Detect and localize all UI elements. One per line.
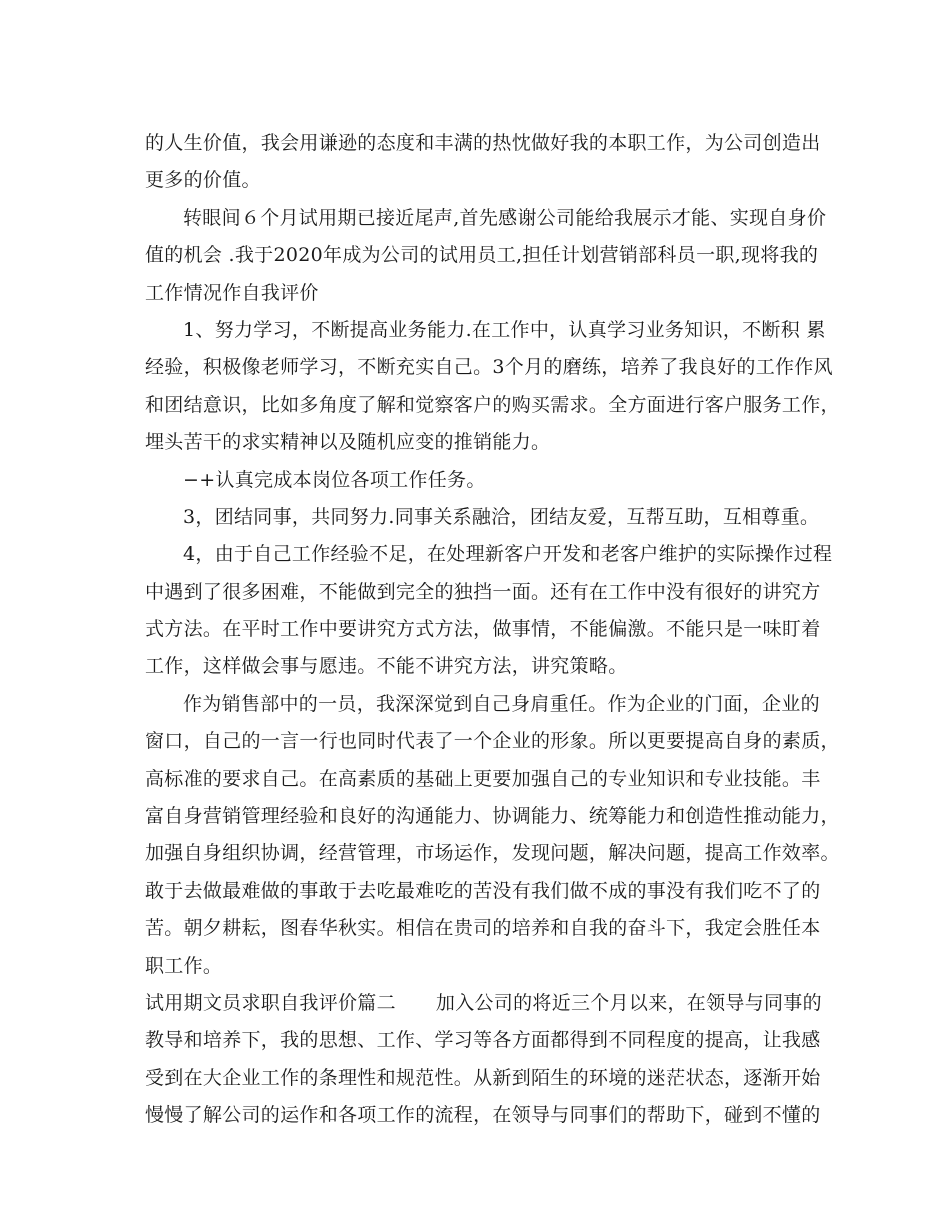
text-line: 高标准的要求自己。在高素质的基础上更要加强自己的专业知识和专业技能。丰: [145, 767, 821, 790]
paragraph-start-line: 作为销售部中的一员，我深深觉到自己身肩重任。作为企业的门面，企业的: [183, 692, 820, 715]
text-line: 工作情况作自我评价: [145, 281, 319, 304]
text-line: 窗口，自己的一言一行也同时代表了一个企业的形象。所以更要提高自身的素质，: [145, 730, 840, 753]
text-line: 受到在大企业工作的条理性和规范性。从新到陌生的环境的迷茫状态，逐渐开始: [145, 1066, 821, 1089]
paragraph-start-line: 3，团结同事，共同努力.同事关系融洽，团结友爱，互帮互助，互相尊重。: [183, 505, 820, 528]
section-heading-line: [145, 985, 822, 1022]
text-line: 埋头苦干的求实精神以及随机应变的推销能力。: [145, 431, 551, 454]
text-line: 敢于去做最难做的事敢于去吃最难吃的苦没有我们做不成的事没有我们吃不了的: [145, 879, 821, 902]
text-line: 工作，这样做会事与愿违。不能不讲究方法，讲究策略。: [145, 655, 628, 678]
text-line: 式方法。在平时工作中要讲究方式方法，做事情，不能偏激。不能只是一味盯着: [145, 618, 821, 641]
text-line: 和团结意识，比如多角度了解和觉察客户的购买需求。全方面进行客户服务工作，: [145, 393, 840, 416]
section-intro-text: 加入公司的将近三个月以来，在领导与同事的: [435, 991, 822, 1014]
text-line: 值的机会 .我于2020年成为公司的试用员工,担任计划营销部科员一职,现将我的: [145, 244, 819, 267]
text-line: 的人生价值，我会用谦逊的态度和丰满的热忱做好我的本职工作，为公司创造出: [145, 132, 821, 154]
paragraph-start-line: −+认真完成本岗位各项工作任务。: [183, 468, 486, 491]
text-line: 富自身营销管理经验和良好的沟通能力、协调能力、统筹能力和创造性推动能力，: [145, 805, 840, 828]
text-line: 更多的价值。: [145, 169, 261, 192]
text-line: 教导和培养下，我的思想、工作、学习等各方面都得到不同程度的提高，让我感: [145, 1029, 821, 1052]
paragraph-start-line: 4，由于自己工作经验不足，在处理新客户开发和老客户维护的实际操作过程: [183, 543, 833, 566]
text-line: 中遇到了很多困难，不能做到完全的独挡一面。还有在工作中没有很好的讲究方: [145, 580, 821, 603]
text-line: 苦。朝夕耕耘，图春华秋实。相信在贵司的培养和自我的奋斗下，我定会胜任本: [145, 917, 821, 940]
text-line: 职工作。: [145, 954, 223, 977]
text-line: 慢慢了解公司的运作和各项工作的流程，在领导与同事们的帮助下，碰到不懂的: [145, 1104, 821, 1127]
document-body: [145, 125, 840, 1135]
paragraph-start-line: 1、努力学习，不断提高业务能力.在工作中，认真学习业务知识，不断积 累: [183, 318, 826, 341]
text-line: 加强自身组织协调，经营管理，市场运作，发现问题，解决问题，提高工作效率。: [145, 842, 840, 865]
paragraph-start-line: 转眼间６个月试用期已接近尾声,首先感谢公司能给我展示才能、实现自身价: [183, 206, 827, 229]
text-line: 经验，积极像老师学习，不断充实自己。3个月的磨练，培养了我良好的工作作风: [145, 356, 833, 379]
section-heading: 试用期文员求职自我评价篇二: [145, 991, 396, 1014]
